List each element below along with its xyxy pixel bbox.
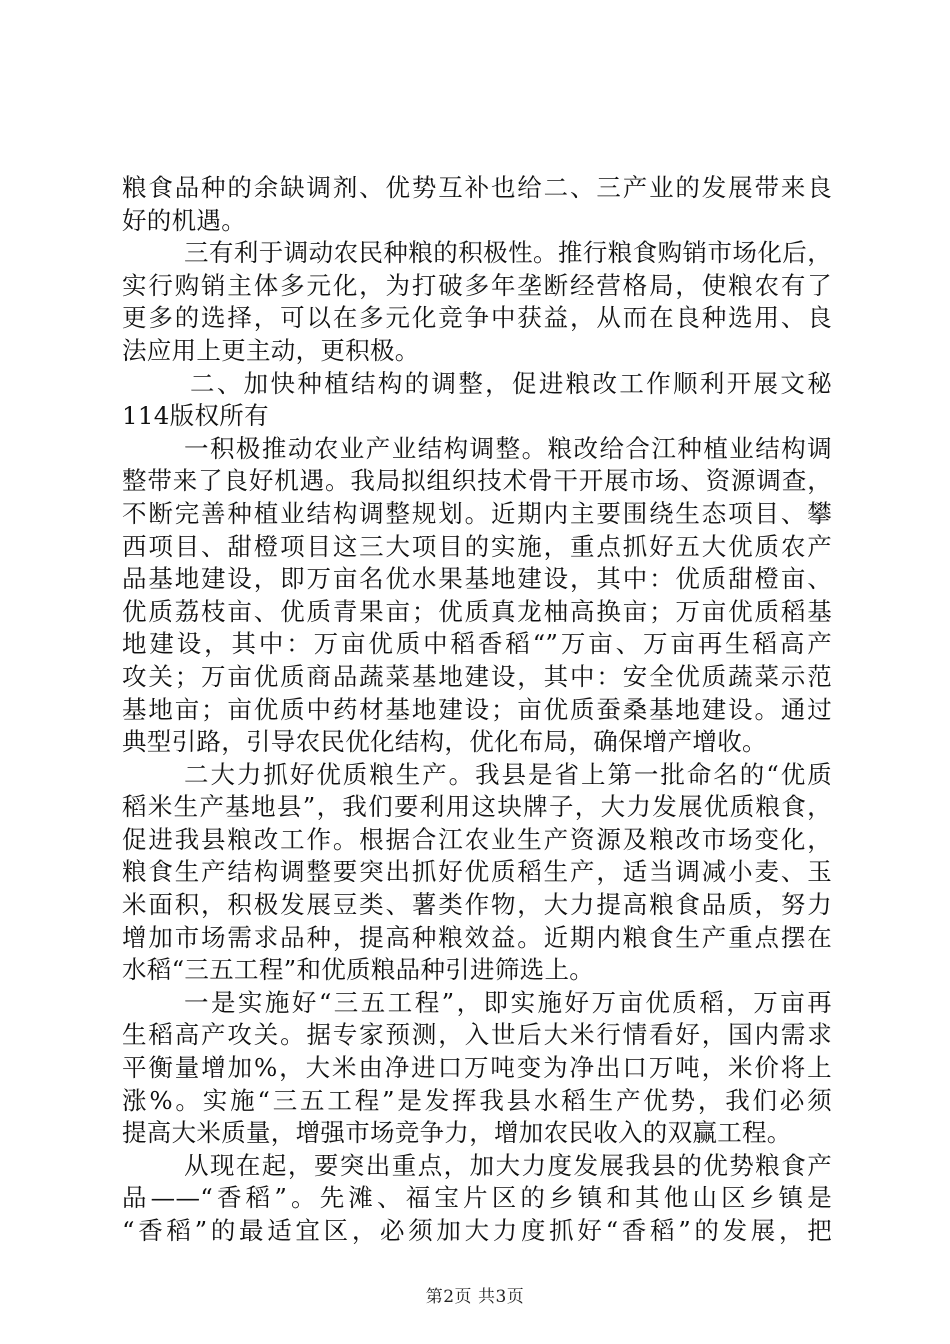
text-line: 基地亩；亩优质中药材基地建设；亩优质蚕桑基地建设。通过 (122, 694, 832, 724)
text-line: “香稻”的最适宜区，必须加大力度抓好“香稻”的发展，把 (122, 1216, 832, 1245)
text-line: 增加市场需求品种，提高种粮效益。近期内粮食生产重点摆在 (122, 922, 832, 952)
text-line: 平衡量增加%，大米由净进口万吨变为净出口万吨，米价将上 (122, 1053, 832, 1083)
text-line: 涨%。实施“三五工程”是发挥我县水稻生产优势，我们必须 (122, 1085, 832, 1115)
text-line: 法应用上更主动，更积极。 (122, 335, 420, 365)
text-line: 典型引路，引导农民优化结构，优化布局，确保增产增收。 (122, 727, 767, 757)
text-line: 品——“香稻”。先滩、福宝片区的乡镇和其他山区乡镇是 (122, 1183, 832, 1213)
text-line: 优质荔枝亩、优质青果亩；优质真龙柚高换亩；万亩优质稻基 (122, 596, 832, 626)
text-line: 粮食生产结构调整要突出抓好优质稻生产，适当调减小麦、玉 (122, 857, 832, 887)
paragraph-start-line: 二大力抓好优质粮生产。我县是省上第一批命名的“优质 (184, 759, 832, 789)
text-line: 整带来了良好机遇。我局拟组织技术骨干开展市场、资源调查， (122, 466, 832, 496)
text-line: 促进我县粮改工作。根据合江农业生产资源及粮改市场变化， (122, 824, 832, 854)
paragraph-start-line: 一是实施好“三五工程”，即实施好万亩优质稻，万亩再 (184, 987, 832, 1017)
text-line: 稻米生产基地县”，我们要利用这块牌子，大力发展优质粮食， (122, 792, 832, 822)
text-line: 实行购销主体多元化，为打破多年垄断经营格局，使粮农有了 (122, 270, 832, 300)
text-line: 不断完善种植业结构调整规划。近期内主要围绕生态项目、攀 (122, 498, 832, 528)
paragraph-start-line: 一积极推动农业产业结构调整。粮改给合江种植业结构调 (184, 433, 832, 463)
text-line: 生稻高产攻关。据专家预测，入世后大米行情看好，国内需求 (122, 1020, 832, 1050)
text-line: 水稻“三五工程”和优质粮品种引进筛选上。 (122, 955, 595, 985)
body-text (122, 172, 832, 1248)
text-line: 品基地建设，即万亩名优水果基地建设，其中：优质甜橙亩、 (122, 564, 832, 594)
text-line: 攻关；万亩优质商品蔬菜基地建设，其中：安全优质蔬菜示范 (122, 661, 832, 691)
paragraph-start-line: 从现在起，要突出重点，加大力度发展我县的优势粮食产 (184, 1150, 832, 1180)
text-line: 地建设，其中：万亩优质中稻香稻“”万亩、万亩再生稻高产 (122, 629, 832, 659)
text-line: 114版权所有 (122, 401, 269, 431)
page-footer: 第2页 共3页 (425, 1287, 525, 1307)
text-line: 更多的选择，可以在多元化竞争中获益，从而在良种选用、良 (122, 303, 832, 333)
text-line: 西项目、甜橙项目这三大项目的实施，重点抓好五大优质农产 (122, 531, 832, 561)
paragraph-start-line: 三有利于调动农民种粮的积极性。推行粮食购销市场化后， (184, 238, 832, 268)
text-line: 好的机遇。 (122, 205, 246, 235)
text-line: 提高大米质量，增强市场竞争力，增加农民收入的双赢工程。 (122, 1118, 792, 1148)
text-line: 粮食品种的余缺调剂、优势互补也给二、三产业的发展带来良 (122, 173, 832, 202)
text-line: 米面积，积极发展豆类、薯类作物，大力提高粮食品质，努力 (122, 890, 832, 920)
section-heading-line: 二、加快种植结构的调整，促进粮改工作顺利开展文秘 (190, 368, 832, 398)
